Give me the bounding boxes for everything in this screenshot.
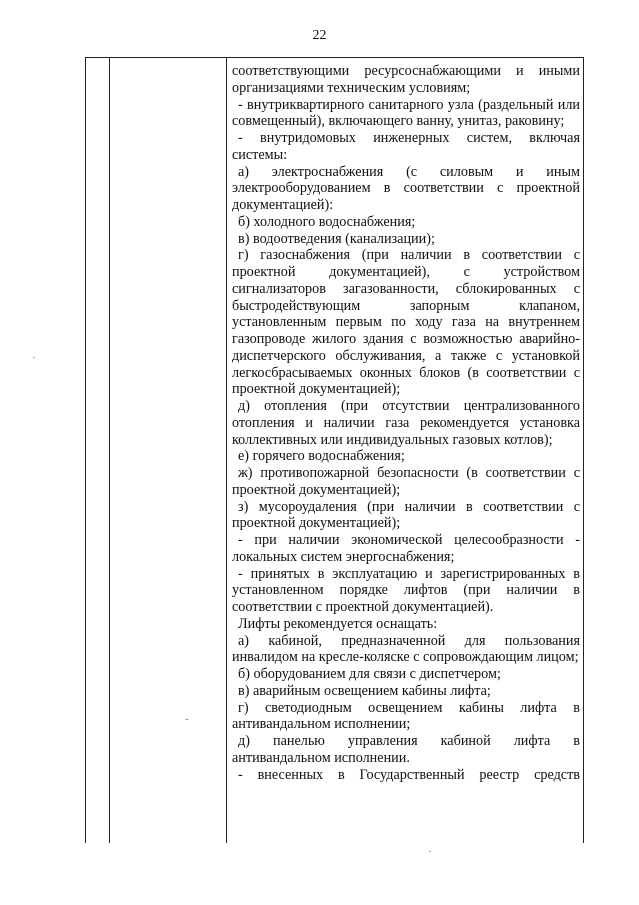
column-divider-1 (109, 57, 110, 843)
scan-speck: · (32, 352, 36, 364)
document-table (85, 57, 584, 843)
table-top-border (85, 57, 584, 58)
requirements-text-cell (232, 63, 580, 783)
paragraph: Лифты рекомендуется оснащать: (238, 615, 438, 632)
scan-speck: - (185, 713, 189, 725)
paragraph: - внутриквартирного санитарного узла (раздельный или совмещенный), включающего ванну, унитаз, раковину; (232, 96, 580, 130)
paragraph: б) холодного водоснабжения; (238, 213, 416, 230)
paragraph: а) электроснабжения (с силовым и иным электрооборудованием в соответствии с проектной документацией): (232, 163, 580, 213)
paragraph: д) панелью управления кабиной лифта в антивандальном исполнении. (232, 733, 580, 766)
paragraph: - при наличии экономической целесообразности - локальных систем энергоснабжения; (232, 532, 580, 565)
paragraph: г) светодиодным освещением кабины лифта в антивандальном исполнении; (232, 699, 580, 733)
page-number: 22 (312, 28, 327, 43)
paragraph: б) оборудованием для связи с диспетчером; (238, 666, 501, 682)
scan-speck: · (428, 846, 432, 858)
paragraph: е) горячего водоснабжения; (238, 448, 405, 465)
paragraph: - внутридомовых инженерных систем, включая системы: (232, 130, 580, 163)
paragraph: ж) противопожарной безопасности (в соответствии с проектной документацией); (232, 465, 580, 498)
paragraph: - принятых в эксплуатацию и зарегистрированных в установленном порядке лифтов (при наличии в соответствии с проектной документацией). (232, 565, 580, 615)
paragraph: соответствующими ресурсоснабжающими и иными организациями техническим условиям; (232, 63, 580, 96)
paragraph: - внесенных в Государственный реестр средств (238, 766, 580, 783)
paragraph: в) аварийным освещением кабины лифта; (238, 682, 491, 699)
paragraph: а) кабиной, предназначенной для пользования инвалидом на кресле-коляске с сопровождающим лицом; (232, 632, 580, 666)
paragraph: г) газоснабжения (при наличии в соответствии с проектной документацией), с устройством сигнализаторов загазованности, сблокированных с быстродействующим запорным клапаном, установленным первым по ходу газа на внутреннем газопроводе жилого здания с возможностью аварийно-диспетчерского обслуживания, а также с установкой легкосбрасываемых оконных блоков (в соответствии с проектной документацией); (232, 247, 580, 398)
column-divider-2 (226, 57, 227, 843)
table-border-left (85, 57, 86, 843)
paragraph: д) отопления (при отсутствии централизованного отопления и наличии газа рекомендуется установка коллективных или индивидуальных газовых котлов); (232, 398, 580, 448)
paragraph: з) мусороудаления (при наличии в соответствии с проектной документацией); (232, 498, 580, 532)
paragraph: в) водоотведения (канализации); (238, 230, 435, 247)
table-border-right (583, 57, 584, 843)
